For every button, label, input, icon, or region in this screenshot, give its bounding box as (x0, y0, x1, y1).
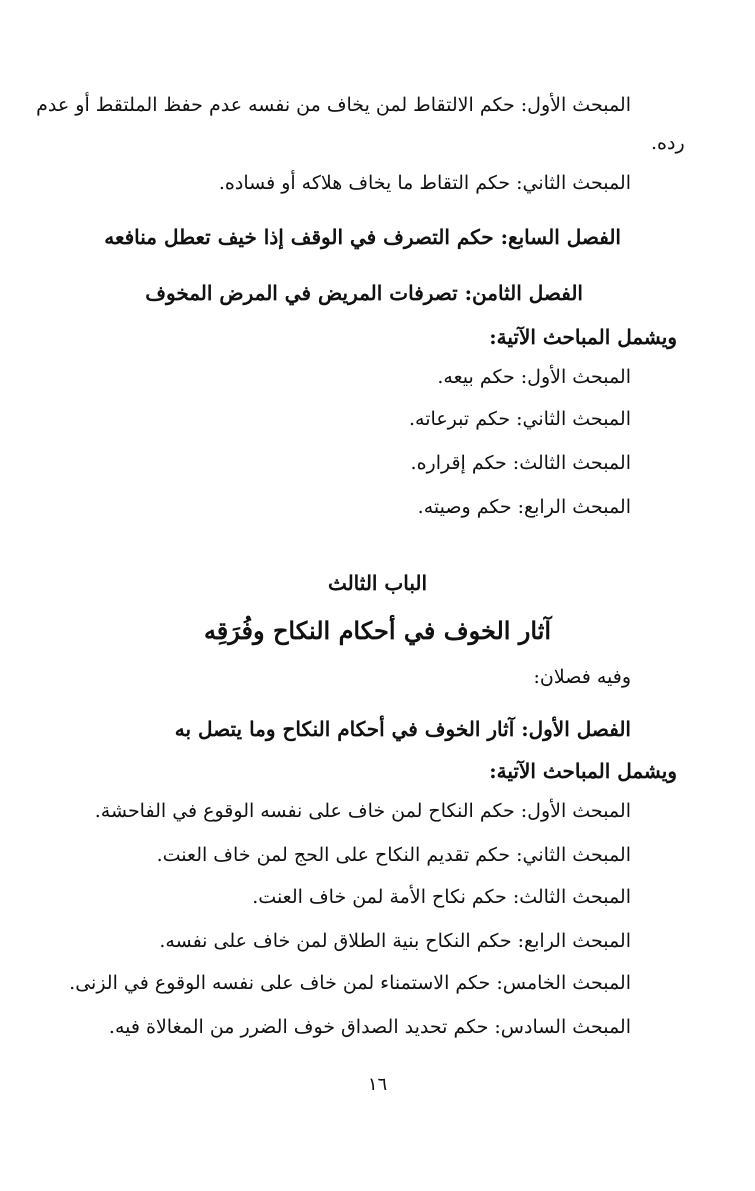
section-line-continuation: رده. (651, 132, 685, 154)
list-item: المبحث الثاني: حكم تقديم النكاح على الحج لمن خاف العنت. (156, 844, 631, 866)
list-item: المبحث الرابع: حكم النكاح بنية الطلاق لمن خاف على نفسه. (159, 930, 631, 952)
part-title: آثار الخوف في أحكام النكاح وفُرَقِه (203, 616, 552, 645)
page-number: ١٦ (367, 1074, 388, 1095)
list-item: المبحث الثاني: حكم تبرعاته. (409, 408, 631, 430)
list-item: المبحث الثالث: حكم نكاح الأمة لمن خاف العنت. (252, 886, 631, 908)
chapter-heading: الفصل الثامن: تصرفات المريض في المرض المخوف (145, 281, 583, 305)
part-label: الباب الثالث (327, 571, 428, 595)
list-item: المبحث الأول: حكم بيعه. (437, 366, 631, 388)
part-intro: وفيه فصلان: (533, 666, 631, 688)
section-line: المبحث الأول: حكم الالتقاط لمن يخاف من نفسه عدم حفظ الملتقط أو عدم (36, 94, 631, 116)
list-item: المبحث الخامس: حكم الاستمناء لمن خاف على نفسه الوقوع في الزنى. (69, 972, 631, 994)
list-item: المبحث الأول: حكم النكاح لمن خاف على نفسه الوقوع في الفاحشة. (94, 800, 631, 822)
list-intro: ويشمل المباحث الآتية: (489, 325, 677, 349)
section-line: المبحث الثاني: حكم التقاط ما يخاف هلاكه أو فساده. (218, 172, 631, 194)
list-item: المبحث الرابع: حكم وصيته. (417, 496, 631, 518)
list-item: المبحث الثالث: حكم إقراره. (410, 452, 631, 474)
list-intro: ويشمل المباحث الآتية: (489, 759, 677, 783)
chapter-heading: الفصل الأول: آثار الخوف في أحكام النكاح وما يتصل به (174, 717, 631, 741)
list-item: المبحث السادس: حكم تحديد الصداق خوف الضرر من المغالاة فيه. (108, 1016, 631, 1038)
chapter-heading: الفصل السابع: حكم التصرف في الوقف إذا خيف تعطل منافعه (104, 225, 621, 249)
